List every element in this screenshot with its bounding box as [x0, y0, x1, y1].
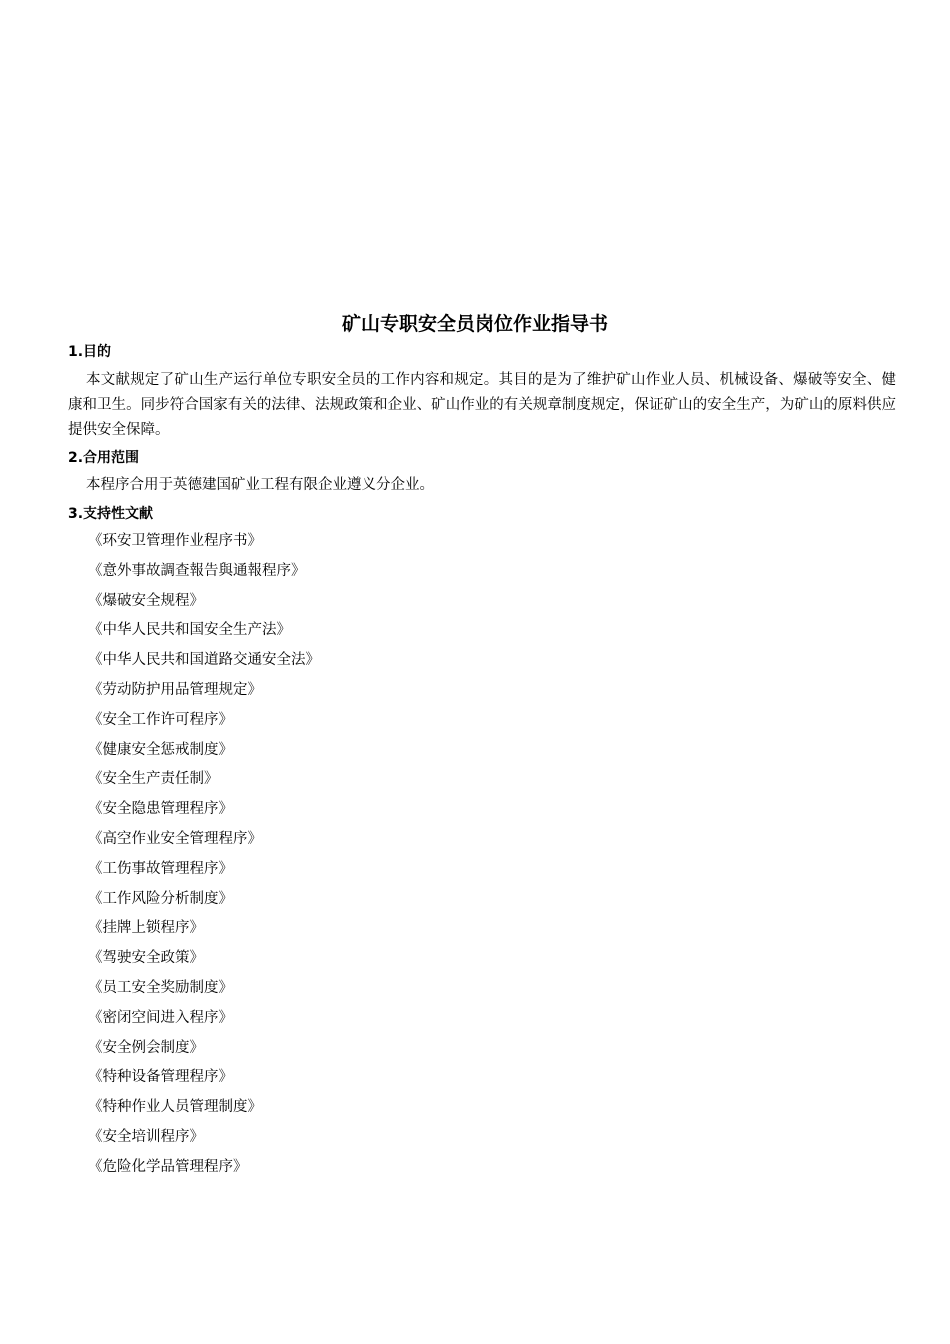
- list-item: 《安全隐患管理程序》: [88, 801, 233, 818]
- list-item: 《爆破安全规程》: [88, 592, 204, 609]
- list-item: 《工作风险分析制度》: [88, 890, 233, 907]
- list-item: 《安全生产责任制》: [88, 771, 219, 788]
- list-item: 《安全工作许可程序》: [88, 711, 233, 728]
- section-heading-purpose: 1.目的: [68, 344, 112, 360]
- list-item: 《工伤事故管理程序》: [88, 860, 233, 877]
- list-item: 《健康安全惩戒制度》: [88, 741, 233, 758]
- list-item: 《员工安全奖励制度》: [88, 979, 233, 996]
- section-text-scope: 本程序合用于英德建国矿业工程有限企业遵义分企业。: [86, 477, 434, 493]
- reference-list: [88, 527, 320, 1183]
- section-heading-references: 3.支持性文献: [68, 506, 154, 522]
- list-item: 《特种作业人员管理制度》: [88, 1099, 262, 1116]
- section-text-purpose: 本文献规定了矿山生产运行单位专职安全员的工作内容和规定。其目的是为了维护矿山作业人员、机械设备、爆破等安全、健康和卫生。同步符合国家有关的法律、法规政策和企业、矿山作业的有关规章制度规定，保证矿山的安全生产，为矿山的原料供应提供安全保障。: [68, 372, 896, 438]
- list-item: 《挂牌上锁程序》: [88, 920, 204, 937]
- section-heading-scope: 2.合用范围: [68, 450, 140, 466]
- list-item: 《意外事故調查報告與通報程序》: [88, 562, 306, 579]
- document-title: 矿山专职安全员岗位作业指导书: [341, 313, 608, 335]
- list-item: 《中华人民共和国道路交通安全法》: [88, 652, 320, 669]
- list-item: 《驾驶安全政策》: [88, 950, 204, 967]
- list-item: 《劳动防护用品管理规定》: [88, 681, 262, 698]
- list-item: 《环安卫管理作业程序书》: [88, 533, 262, 549]
- list-item: 《危险化学品管理程序》: [88, 1158, 248, 1175]
- list-item: 《高空作业安全管理程序》: [88, 830, 262, 847]
- list-item: 《密闭空间进入程序》: [88, 1009, 233, 1026]
- list-item: 《安全例会制度》: [88, 1039, 204, 1056]
- list-item: 《特种设备管理程序》: [88, 1069, 233, 1086]
- list-item: 《中华人民共和国安全生产法》: [88, 622, 291, 639]
- list-item: 《安全培训程序》: [88, 1128, 204, 1145]
